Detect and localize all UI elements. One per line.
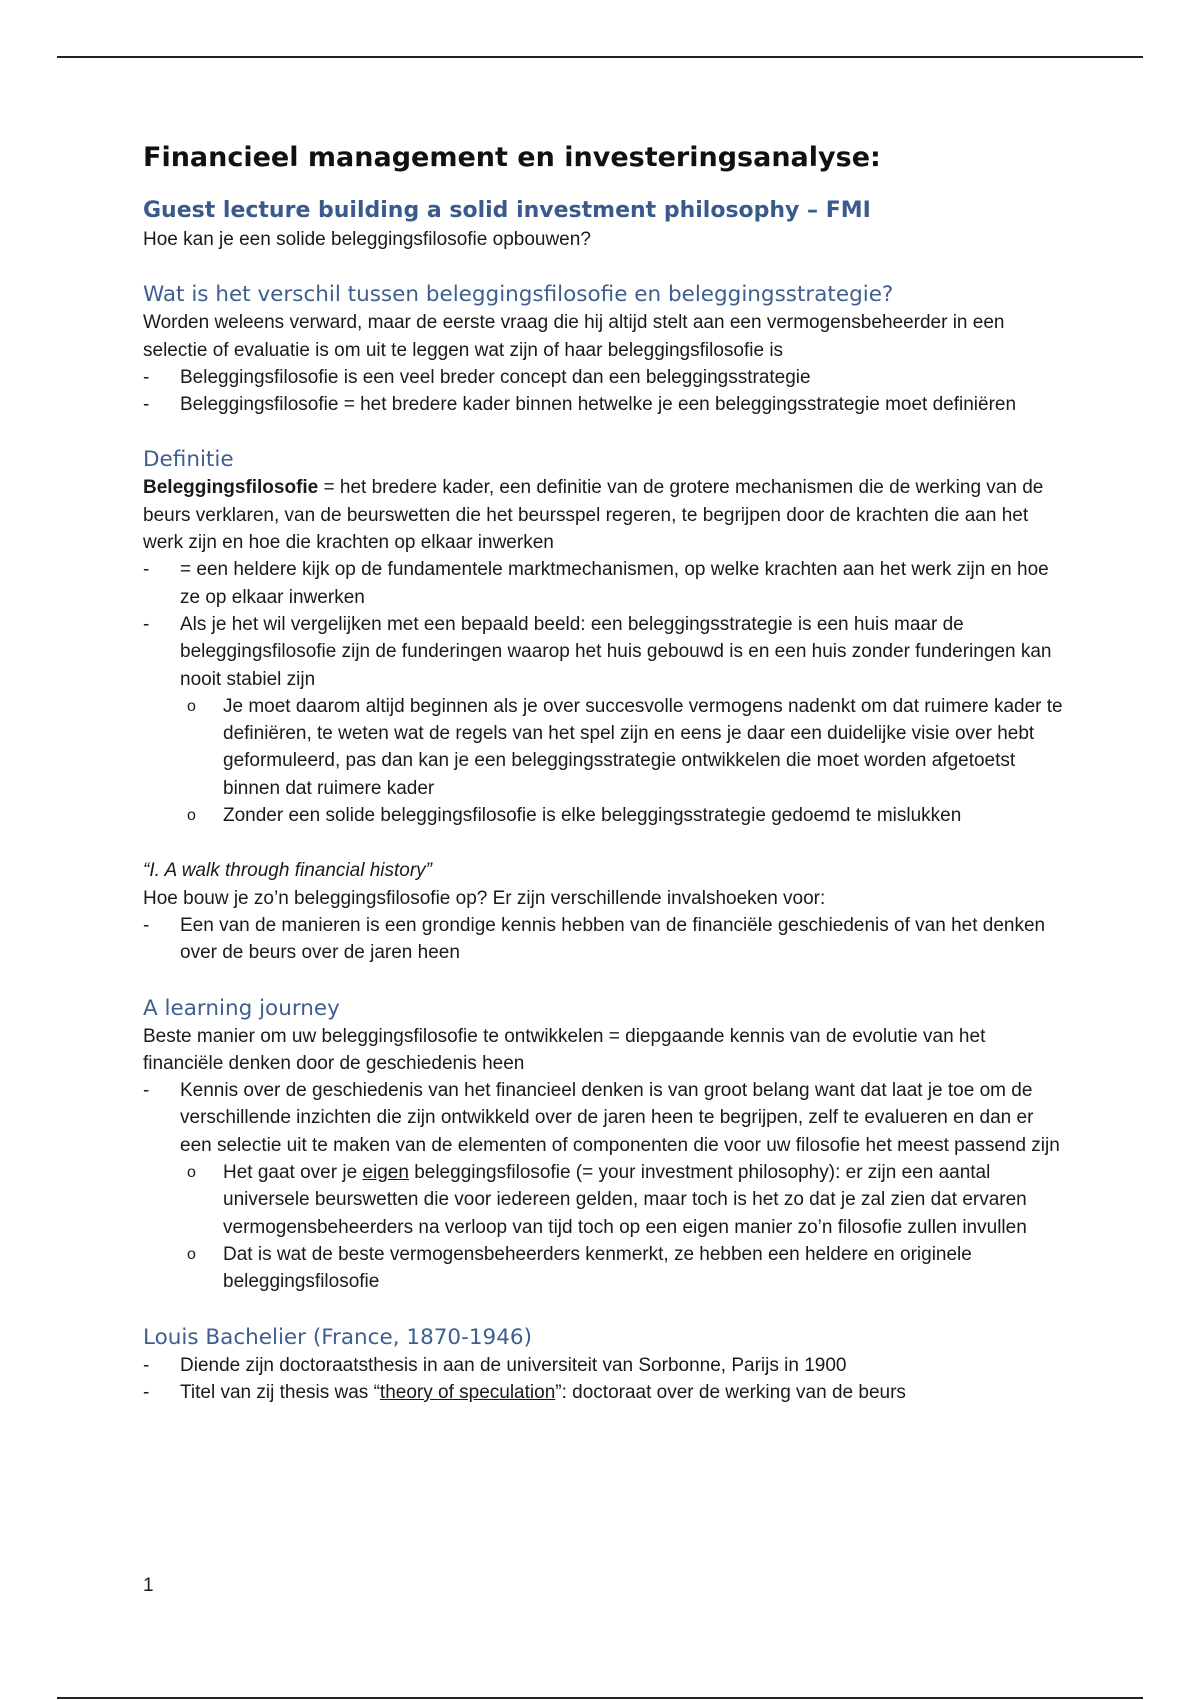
bullet-list [143, 1352, 1063, 1407]
paragraph: Hoe bouw je zo’n beleggingsfilosofie op? Er zijn verschillende invalshoeken voor: [143, 887, 826, 909]
section-heading: Wat is het verschil tussen beleggingsfilosofie en beleggingsstrategie? [143, 282, 894, 308]
text-run: beleggingsfilosofie (= your investment philosophy): er zijn een aantal universele beurswetten die voor iedereen gelden, maar toch is het zo dat je zal zien dat ervaren vermogensbeheerders na verloop van tijd toch op een eigen manier zo’n filosofie zullen invullen [223, 1162, 1027, 1238]
sub-list-item: o Dat is wat de beste vermogensbeheerders kenmerkt, ze hebben een heldere en originele beleggingsfilosofie [143, 1241, 1063, 1296]
document-body [143, 138, 1063, 1406]
lecture-subtitle: Guest lecture building a solid investment philosophy – FMI [143, 198, 871, 223]
list-item [143, 1379, 1063, 1406]
definition-text: = het bredere kader, een definitie van de grotere mechanismen die de werking van de beurs verklaren, van de beurswetten die het beursspel regeren, te begrijpen door de krachten die aan het werk zijn en hoe die krachten op elkaar inwerken [143, 477, 1044, 554]
section-definitie [143, 446, 1063, 829]
sub-list-item: o Zonder een solide beleggingsfilosofie is elke beleggingsstrategie gedoemd te mislukken [143, 802, 1063, 829]
list-item: - Diende zijn doctoraatsthesis in aan de universiteit van Sorbonne, Parijs in 1900 [143, 1352, 1063, 1379]
header-rule [57, 56, 1143, 58]
bullet-list [143, 1077, 1063, 1295]
section-walk [143, 857, 1063, 966]
underlined-text: theory of speculation [379, 1381, 556, 1403]
list-item: - = een heldere kijk op de fundamentele marktmechanismen, op welke krachten aan het werk zijn en hoe ze op elkaar inwerken [143, 556, 1063, 611]
text-run: ”: doctoraat over de werking van de beurs [555, 1381, 906, 1403]
list-item: - Beleggingsfilosofie is een veel breder concept dan een beleggingsstrategie [143, 364, 1063, 391]
section-journey [143, 995, 1063, 1296]
text-run: Het gaat over je [223, 1162, 363, 1184]
paragraph: Worden weleens verward, maar de eerste vraag die hij altijd stelt aan een vermogensbeheerder in een selectie of evaluatie is om uit te leggen wat zijn of haar beleggingsfilosofie is [143, 312, 1005, 361]
paragraph [143, 474, 1063, 556]
bullet-list [143, 364, 1063, 419]
text-run: Titel van zij thesis was “ [180, 1381, 380, 1403]
paragraph: Beste manier om uw beleggingsfilosofie te ontwikkelen = diepgaande kennis van de evolutie van het financiële denken door de geschiedenis heen [143, 1025, 986, 1074]
bullet-list [143, 556, 1063, 829]
section-bachelier [143, 1324, 1063, 1407]
underlined-text: eigen [362, 1162, 409, 1184]
page-number: 1 [143, 1575, 154, 1596]
quote-heading: “I. A walk through financial history” [143, 860, 432, 882]
document-title: Financieel management en investeringsanalyse: [143, 142, 881, 173]
sub-list-item [143, 1159, 1063, 1241]
section-heading: Definitie [143, 447, 234, 473]
section-verschil [143, 281, 1063, 418]
section-heading: A learning journey [143, 995, 340, 1021]
list-item: - Beleggingsfilosofie = het bredere kader binnen hetwelke je een beleggingsstrategie moet definiëren [143, 391, 1063, 418]
footer-rule [57, 1697, 1143, 1699]
defined-term: Beleggingsfilosofie [143, 477, 319, 499]
section-heading: Louis Bachelier (France, 1870-1946) [143, 1324, 532, 1350]
bullet-list [143, 912, 1063, 967]
intro-text: Hoe kan je een solide beleggingsfilosofie opbouwen? [143, 229, 591, 250]
list-item: - Kennis over de geschiedenis van het financieel denken is van groot belang want dat laat je toe om de verschillende inzichten die zijn ontwikkeld over de jaren heen te begrijpen, zelf te evalueren en dan er een selectie uit te maken van de elementen of componenten die voor uw filosofie het meest passend zijn [143, 1077, 1063, 1159]
sub-list-item: o Je moet daarom altijd beginnen als je over succesvolle vermogens nadenkt om dat ruimere kader te definiëren, te weten wat de regels van het spel zijn en eens je daar een duidelijke visie over hebt geformuleerd, pas dan kan je een beleggingsstrategie ontwikkelen die moet worden afgetoetst binnen dat ruimere kader [143, 693, 1063, 802]
list-item: - Een van de manieren is een grondige kennis hebben van de financiële geschiedenis of van het denken over de beurs over de jaren heen [143, 912, 1063, 967]
list-item: - Als je het wil vergelijken met een bepaald beeld: een beleggingsstrategie is een huis maar de beleggingsfilosofie zijn de funderingen waarop het huis gebouwd is en een huis zonder funderingen kan nooit stabiel zijn [143, 611, 1063, 693]
